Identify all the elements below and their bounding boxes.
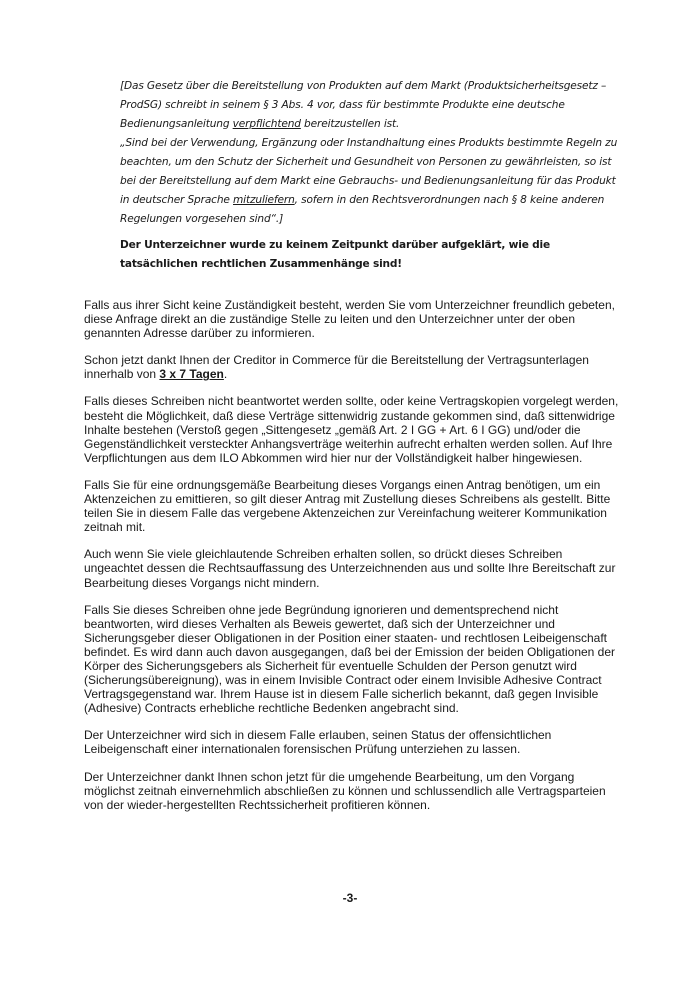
quote-underlined-word: verpflichtend [232, 118, 301, 130]
quote-underlined-word: mitzuliefern [233, 194, 295, 206]
quote-text: „Sind bei der Verwendung, Ergänzung oder Instandhaltung eines Produkts bestimmte Regeln zu beachten, um den Schutz der Sicherheit und Gesundheit von Personen zu gewährleisten, so ist bei der Bereitstellung auf dem Markt eine Gebrauchs- und Bedienungsanleitung für das Produkt in deutscher Sprache [120, 137, 618, 206]
legal-quote-block [120, 77, 618, 229]
quote-paragraph-citation [120, 134, 618, 229]
paragraph-text: Schon jetzt dankt Ihnen der Creditor in Commerce für die Bereitstellung der Vertragsunterlagen innerhalb von [84, 353, 589, 382]
paragraph-jurisdiction: Falls aus ihrer Sicht keine Zuständigkeit besteht, werden Sie vom Unterzeichner freundlich gebeten, diese Anfrage direkt an die zuständige Stelle zu leiten und den Unterzeichner unter der oben genannten Adresse darüber zu informieren. [84, 298, 615, 341]
deadline-emphasis: 3 x 7 Tagen [159, 367, 224, 382]
paragraph-unanswered: Falls dieses Schreiben nicht beantwortet werden sollte, oder keine Vertragskopien vorgelegt werden, besteht die Möglichkeit, daß diese Verträge sittenwidrig zustande gekommen sind, daß sittenwidrige Inhalte bestehen (Verstoß gegen „Sittengesetz „gemäß Art. 2 I GG + Art. 6 I GG) und/oder die Gegenständlichkeit versteckter Anhangsverträge weiterhin aufrecht erhalten werden sollen. Auf Ihre Verpflichtungen aus dem ILO Abkommen wird hier nur der Vollständigkeit halber hingewiesen. [84, 394, 619, 465]
paragraph-identical-letters: Auch wenn Sie viele gleichlautende Schreiben erhalten sollen, so drückt dieses Schreiben ungeachtet dessen die Rechtsauffassung des Unterzeichnenden aus und sollte Ihre Bereitschaft zur Bearbeitung dieses Vorgangs nicht mindern. [84, 547, 616, 590]
paragraph-closing-thanks: Der Unterzeichner dankt Ihnen schon jetzt für die umgehende Bearbeitung, um den Vorgang möglichst zeitnah einvernehmlich abschließen zu können und schlussendlich alle Vertragsparteien von der wieder-hergestellten Rechtssicherheit profitieren können. [84, 769, 606, 812]
bold-notice: Der Unterzeichner wurde zu keinem Zeitpunkt darüber aufgeklärt, wie die tatsächlichen rechtlichen Zusammenhänge sind! [120, 239, 550, 270]
quote-paragraph-prodsg [120, 77, 618, 134]
quote-text: [Das Gesetz über die Bereitstellung von Produkten auf dem Markt (Produktsicherheitsgesetz – ProdSG) schreibt in seinem § 3 Abs. 4 vor, dass für bestimmte Produkte eine deutsche Bedienungsanleitung [120, 80, 607, 130]
paragraph-ignore-consequences: Falls Sie dieses Schreiben ohne jede Begründung ignorieren und dementsprechend nicht beantworten, wird dieses Verhalten als Beweis gewertet, daß sich der Unterzeichner und Sicherungsgeber dieser Obligationen in der Position einer staaten- und rechtlosen Leibeigenschaft befindet. Es wird dann auch davon ausgegangen, daß bei der Emission der beiden Obligationen der Körper des Sicherungsgebers als Sicherheit für eventuelle Schulden der Person genutzt wird (Sicherungsübereignung), was in einem Invisible Contract oder einem Invisible Adhesive Contract Vertragsgegenstand war. Ihrem Hause ist in diesem Falle sicherlich bekannt, daß gegen Invisible (Adhesive) Contracts erhebliche rechtliche Bedenken angebracht sind. [84, 602, 616, 716]
paragraph-forensic-review: Der Unterzeichner wird sich in diesem Falle erlauben, seinen Status der offensichtlichen Leibeigenschaft einer internationalen forensischen Prüfung unterziehen zu lassen. [84, 728, 552, 757]
paragraph-text: . [223, 367, 228, 382]
paragraph-thanks-deadline [84, 353, 624, 381]
letter-body [84, 298, 624, 825]
page-number: -3- [342, 891, 358, 905]
paragraph-file-number: Falls Sie für eine ordnungsgemäße Bearbeitung dieses Vorgangs einen Antrag benötigen, um ein Aktenzeichen zu emittieren, so gilt dieser Antrag mit Zustellung dieses Schreibens als gestellt. Bitte teilen Sie in diesem Falle das vergebene Aktenzeichen zur Vereinfachung weiterer Kommunikation zeitnah mit. [84, 477, 611, 535]
quote-text: bereitzustellen ist. [300, 118, 400, 130]
quote-text: , sofern in den Rechtsverordnungen nach § 8 keine anderen Regelungen vorgesehen sind“.] [120, 194, 605, 225]
